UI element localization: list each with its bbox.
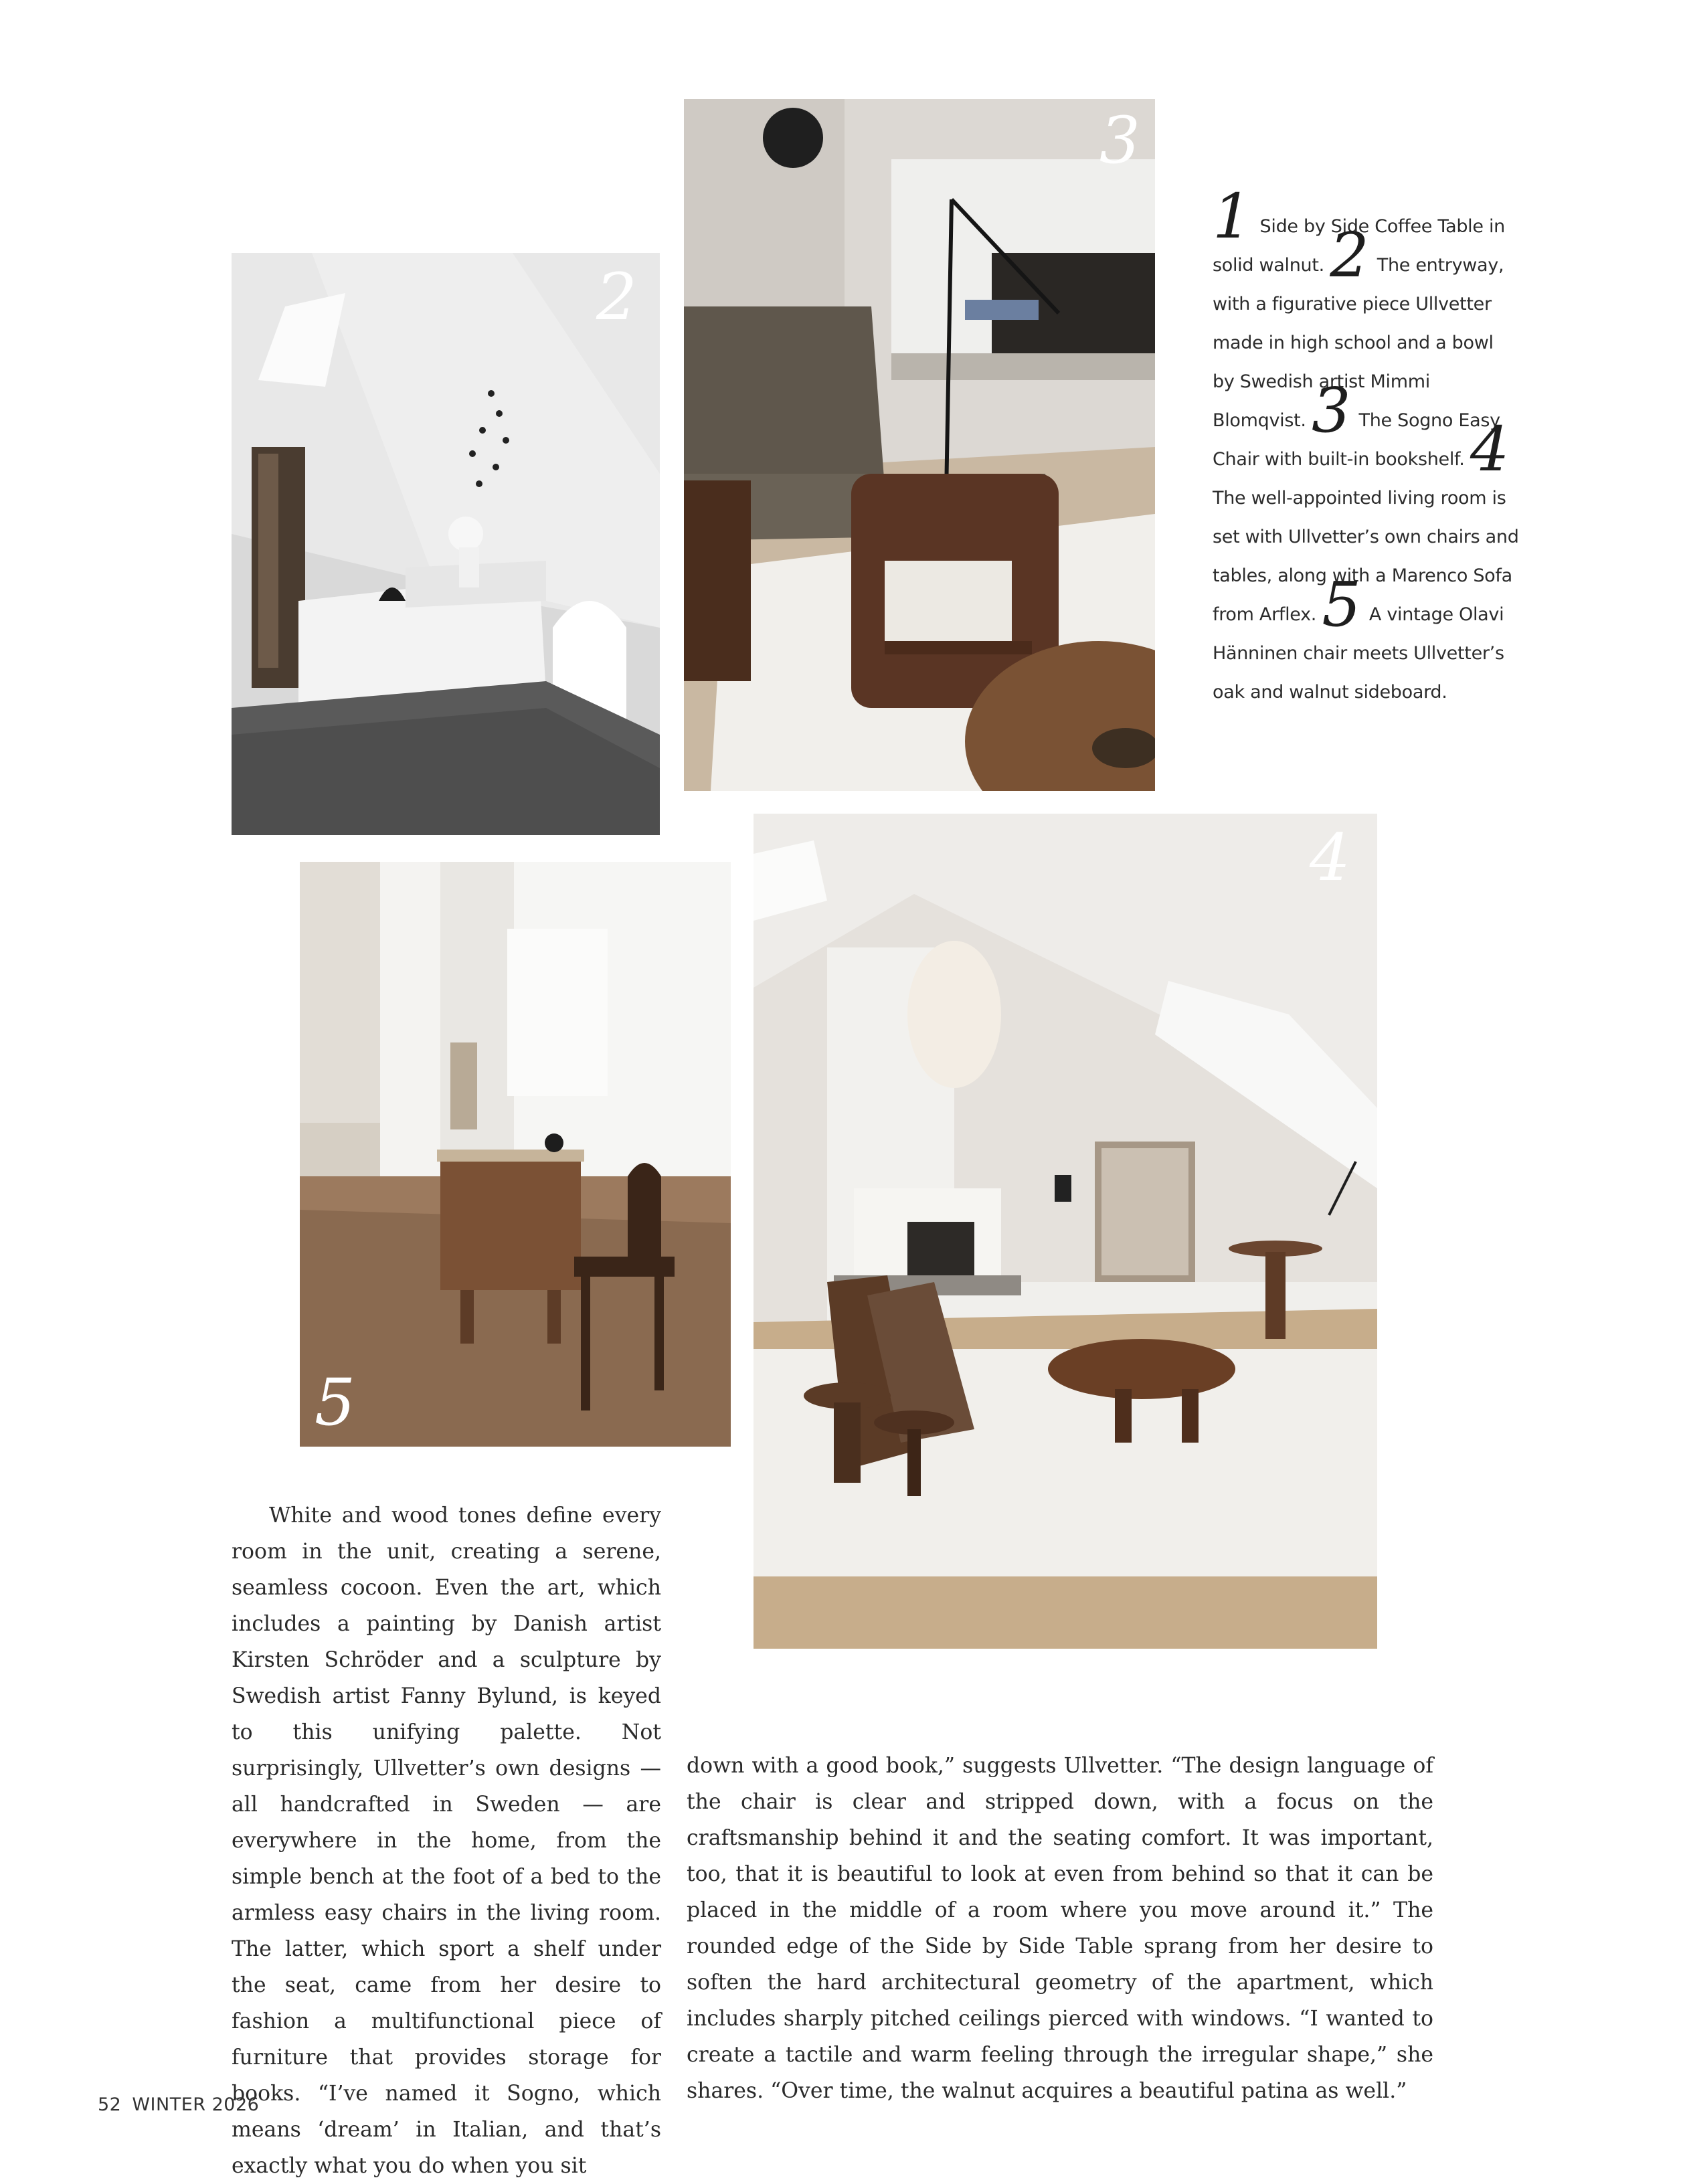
- photo-sideboard: [300, 862, 731, 1447]
- photo-entryway-image: [232, 253, 660, 835]
- photo-easy-chair-image: [684, 99, 1155, 791]
- caption-2: The entryway, with a figurative piece Ullvetter made in high school and a bowl by Swedish artist Mimmi Blomqvist.: [1213, 255, 1504, 431]
- issue-label: WINTER 2026: [132, 2094, 260, 2115]
- caption-number-4: 4: [1470, 414, 1510, 485]
- body-column-right: down with a good book,” suggests Ullvetter. “The design language of the chair is clear and stripped down, with a focus on the craftsmanship behind it and the seating comfort. It was important, too, that it is beautiful to look at even from behind so that it can be placed in the middle of a room where you move around it.” The rounded edge of the Side by Side Table sprang from her desire to soften the hard architectural geometry of the apartment, which includes sharply pitched ceilings pierced with windows. “I wanted to create a tactile and warm feeling through the irregular shape,” she shares. “Over time, the walnut acquires a beautiful patina as well.”: [687, 1754, 1433, 2103]
- page-folio: [98, 2094, 270, 2115]
- photo-captions: [1213, 181, 1520, 712]
- photo-sideboard-image: [300, 862, 731, 1447]
- caption-number-1: 1: [1213, 181, 1252, 252]
- caption-number-5: 5: [1322, 569, 1361, 640]
- photo-number-4: 4: [1309, 820, 1350, 895]
- photo-number-5: 5: [315, 1365, 356, 1440]
- photo-number-3: 3: [1099, 103, 1140, 178]
- caption-1: Side by Side Coffee Table in solid walnut.: [1213, 216, 1505, 276]
- caption-3: The Sogno Easy Chair with built-in bookshelf.: [1213, 410, 1500, 470]
- photo-number-2: 2: [596, 260, 637, 335]
- caption-number-2: 2: [1330, 219, 1369, 291]
- caption-4: The well-appointed living room is set with Ullvetter’s own chairs and tables, along with a Marenco Sofa from Arflex.: [1213, 488, 1519, 625]
- page-number: 52: [98, 2094, 122, 2115]
- photo-living-room: [754, 814, 1377, 1649]
- body-column-left: White and wood tones define every room in the unit, creating a serene, seamless cocoon. Even the art, which includes a painting by Danish artist Kirsten Schröder and a sculpture by Swedish artist Fanny Bylund, is keyed to this unifying palette. Not surprisingly, Ullvetter’s own designs — all handcrafted in Sweden — are everywhere in the home, from the simple bench at the foot of a bed to the armless easy chairs in the living room. The latter, which sport a shelf under the seat, came from her desire to fashion a multifunctional piece of furniture that provides storage for books. “I’ve named it Sogno, which means ‘dream’ in Italian, and that’s exactly what you do when you sit: [232, 1504, 661, 2178]
- photo-easy-chair: [684, 99, 1155, 791]
- caption-5: A vintage Olavi Hänninen chair meets Ullvetter’s oak and walnut sideboard.: [1213, 604, 1504, 703]
- photo-living-room-image: [754, 814, 1377, 1649]
- photo-entryway: [232, 253, 660, 835]
- caption-number-3: 3: [1312, 375, 1351, 446]
